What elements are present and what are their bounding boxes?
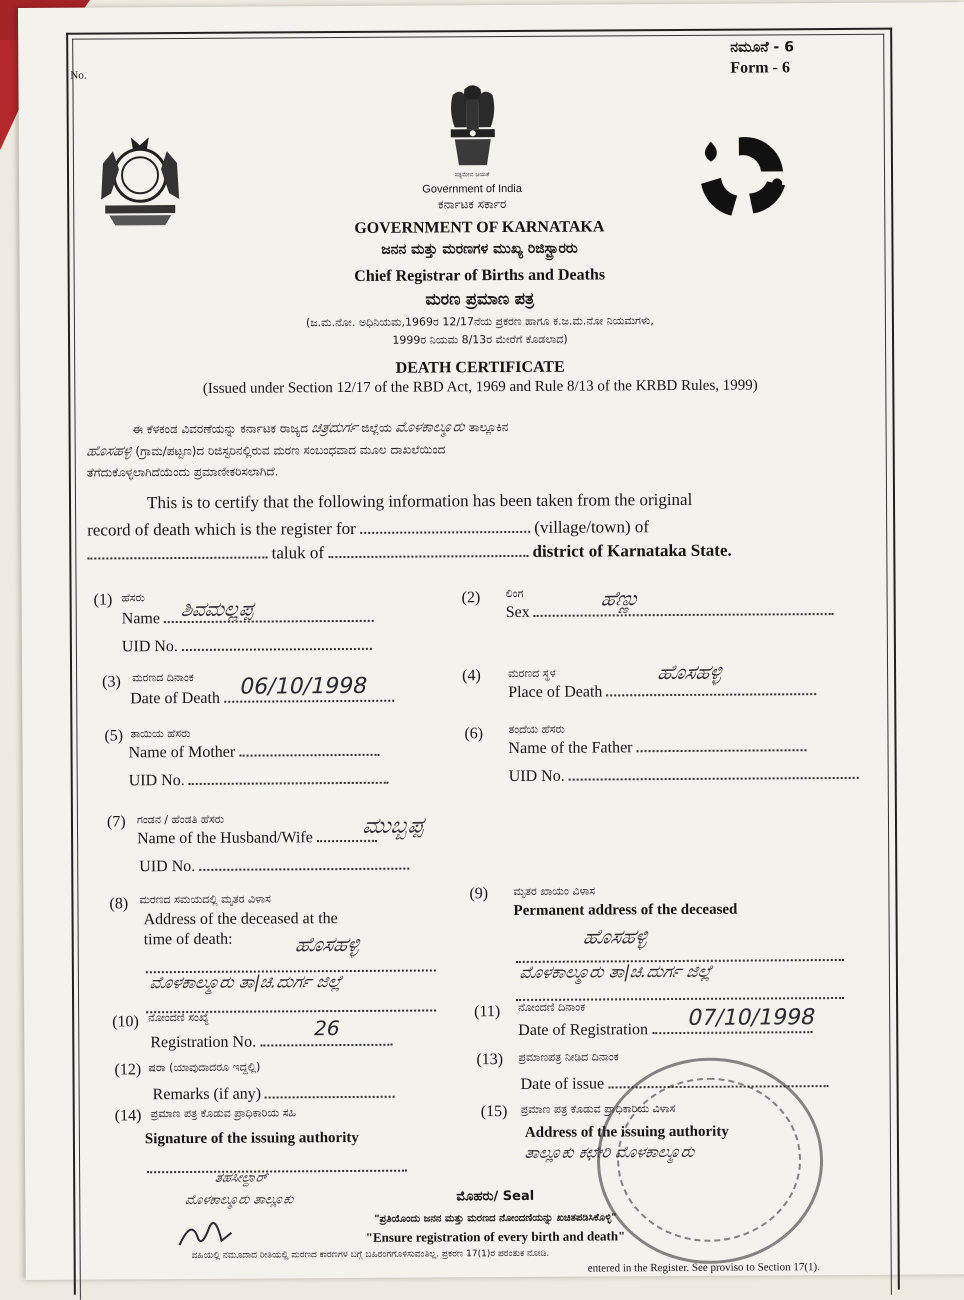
- field-8-label-kn: ಮರಣದ ಸಮಯದಲ್ಲಿ ಮೃತರ ವಿಳಾಸ: [139, 892, 271, 907]
- satyameva-jayate: ಸತ್ಯಮೇವ ಜಯತೆ: [454, 171, 490, 179]
- issued-under-kn-line2: 1999ರ ನಿಯಮ 8/13ರ ಮೇರೆಗೆ ಕೊಡಲಾದ): [392, 332, 568, 347]
- mother-name-line: [239, 740, 379, 757]
- field-3-label-kn: ಮರಣದ ದಿನಾಂಕ: [132, 670, 194, 685]
- certificate-title: DEATH CERTIFICATE: [395, 358, 565, 377]
- sex-line: [534, 599, 834, 617]
- certify-village-handwritten: ಹೊಸಹಳ್ಳಿ: [85, 443, 134, 460]
- serial-no-label: No.: [70, 69, 87, 82]
- remarks-line: [265, 1082, 395, 1099]
- karnataka-emblem-icon: [95, 133, 186, 229]
- field-5-row: [128, 740, 379, 763]
- field-7-uid-row: [139, 854, 409, 877]
- certify-en-text-a: record of death which is the register for: [87, 518, 356, 540]
- field-5-uid-line: [189, 768, 389, 785]
- address-line-1: [146, 955, 436, 973]
- field-4-number: (4): [462, 667, 481, 685]
- registration-date-handwritten: 07/10/1998: [685, 1005, 818, 1031]
- field-15-label: Address of the issuing authority: [524, 1123, 729, 1141]
- ensure-registration-en: "Ensure registration of every birth and death": [365, 1228, 626, 1245]
- certify-kn-text-a: ಈ ಕೆಳಕಂಡ ವಿವರಣೆಯನ್ನು ಕರ್ನಾಟಕ ರಾಜ್ಯದ: [132, 421, 308, 437]
- field-6-row: [508, 735, 806, 758]
- form-number-kn: ನಮೂನೆ - 6: [730, 39, 794, 56]
- place-of-death-handwritten: ಹೊಸಹಳ್ಳಿ: [655, 659, 725, 685]
- seal-label: ಮೊಹರು/ Seal: [456, 1188, 535, 1205]
- field-4-label: Place of Death: [508, 683, 603, 702]
- field-11-label-kn: ನೋಂದಣಿ ದಿನಾಂಕ: [518, 1000, 586, 1014]
- certify-kn-text-c: ತಾಲ್ಲೂಕಿನ: [468, 420, 509, 435]
- chief-registrar-en: Chief Registrar of Births and Deaths: [354, 266, 606, 285]
- field-3-number: (3): [102, 673, 121, 691]
- certify-taluk-handwritten: ಮೊಳಕಾಲ್ಮೂರು: [394, 419, 467, 436]
- field-14-number: (14): [114, 1107, 142, 1125]
- field-7-label: Name of the Husband/Wife: [137, 829, 313, 848]
- field-6-uid-label: UID No.: [508, 767, 565, 786]
- government-title: GOVERNMENT OF KARNATAKA: [354, 218, 605, 237]
- permanent-address-line-1: [516, 945, 844, 963]
- certify-district-handwritten: ಚಿತ್ರದುರ್ಗ: [310, 419, 360, 437]
- field-7-label-kn: ಗಂಡನ / ಹೆಂಡತಿ ಹೆಸರು: [136, 812, 225, 827]
- issuing-authority-sign-line1: ತಹಸೀಲ್ದಾರ್: [213, 1170, 269, 1186]
- field-1-label-kn: ಹೆಸರು: [121, 591, 145, 605]
- field-14-label: Signature of the issuing authority: [144, 1129, 359, 1148]
- field-7-row: [137, 826, 377, 848]
- field-5-uid-row: [129, 768, 389, 791]
- field-6-number: (6): [464, 725, 484, 743]
- field-2-number: (2): [461, 589, 481, 607]
- field-6-label-kn: ತಂದೆಯ ಹೆಸರು: [508, 722, 565, 737]
- field-8-number: (8): [109, 895, 129, 913]
- certify-en-text-c: taluk of: [271, 543, 325, 563]
- field-2-label-kn: ಲಿಂಗ: [505, 586, 524, 601]
- field-7-number: (7): [106, 813, 126, 831]
- sex-handwritten: ಹೆಣ್ಣು: [599, 586, 643, 611]
- field-15-number: (15): [480, 1103, 508, 1121]
- date-of-death-handwritten: 06/10/1998: [237, 673, 370, 700]
- permanent-address-line2-handwritten: ಮೊಳಕಾಲ್ಮೂರು ತಾ|ಚಿ.ದುರ್ಗ ಜಿಲ್ಲೆ: [517, 961, 714, 983]
- field-5-label-kn: ತಾಯಿಯ ಹೆಸರು: [130, 726, 191, 741]
- certify-en-line1: This is to certify that the following information has been taken from the original: [146, 489, 693, 513]
- issuing-authority-address-handwritten: ತಾಲ್ಲೂಕು ಕಛೇರಿ ಮೊಳಕಾಲ್ಮೂರು: [523, 1141, 697, 1162]
- field-10-label-kn: ನೋಂದಣಿ ಸಂಖ್ಯೆ: [148, 1010, 209, 1025]
- field-12-number: (12): [114, 1061, 142, 1079]
- field-12-label-kn: ಷರಾ (ಯಾವುದಾದರೂ ಇದ್ದಲ್ಲಿ): [148, 1060, 261, 1075]
- issued-under-kn-line1: (ಜ.ಮ.ನೋ. ಅಧಿನಿಯಮ,1969ರ 12/17ನೆಯ ಪ್ರಕರಣ ಹಾಗೂ ಕ.ಜ.ಮ.ನೋ ನಿಯಮಗಳು,: [305, 314, 654, 330]
- field-9-label: Permanent address of the deceased: [513, 901, 738, 919]
- taluk-blank: [87, 542, 267, 559]
- note-en: entered in the Register. See proviso to Section 17(1).: [587, 1261, 820, 1275]
- field-6-uid-row: [509, 763, 859, 786]
- field-8-label-line2: time of death:: [143, 930, 233, 949]
- field-13-number: (13): [476, 1051, 504, 1069]
- field-6-uid-line: [569, 763, 859, 781]
- district-blank: [328, 541, 528, 558]
- address-death-line2-handwritten: ಮೊಳಕಾಲ್ಮೂರು ತಾ|ಚಿ.ದುರ್ಗ ಜಿಲ್ಲೆ: [147, 972, 344, 994]
- field-10-label: Registration No.: [150, 1033, 257, 1052]
- issuing-authority-sign-line2: ಮೊಳಕಾಲ್ಮೂರು ತಾಲ್ಲೂಕು: [183, 1192, 295, 1209]
- field-11-label: Date of Registration: [518, 1021, 649, 1039]
- chief-registrar-kn: ಜನನ ಮತ್ತು ಮರಣಗಳ ಮುಖ್ಯ ರಿಜಿಸ್ಟ್ರಾರರು: [381, 240, 578, 258]
- permanent-address-line1-handwritten: ಹೊಸಹಳ್ಳಿ: [581, 924, 651, 949]
- certify-kn-text-b: ಜಿಲ್ಲೆಯ: [361, 420, 392, 435]
- field-9-number: (9): [469, 885, 489, 903]
- field-5-uid-label: UID No.: [128, 771, 185, 790]
- field-14-label-kn: ಪ್ರಮಾಣ ಪತ್ರ ಕೊಡುವ ಪ್ರಾಧಿಕಾರಿಯ ಸಹಿ: [150, 1106, 297, 1121]
- field-10-number: (10): [112, 1013, 139, 1031]
- field-1-uid-label: UID No.: [121, 638, 178, 656]
- field-1-number: (1): [93, 591, 113, 609]
- father-name-line: [636, 735, 806, 752]
- address-death-line1-handwritten: ಹೊಸಹಳ್ಳಿ: [293, 931, 363, 957]
- field-6-label: Name of the Father: [508, 739, 633, 758]
- field-5-label: Name of Mother: [128, 743, 236, 762]
- form-number-en: Form - 6: [730, 59, 790, 77]
- field-10-row: [150, 1030, 392, 1052]
- field-1-uid-line: [182, 634, 372, 651]
- certify-en-text-d: district of Karnataka State.: [532, 540, 732, 561]
- signature-line: [147, 1156, 407, 1174]
- field-7-uid-label: UID No.: [139, 857, 196, 876]
- permanent-address-line-2: [516, 983, 844, 1001]
- field-3-label: Date of Death: [130, 689, 221, 708]
- certify-en-text-b: (village/town) of: [534, 517, 650, 537]
- death-certificate-page: [18, 2, 964, 1280]
- spouse-name-handwritten: ಮುಬ್ಬಪ್ಪ: [360, 813, 427, 839]
- ensure-registration-kn: "ಪ್ರತಿಯೊಂದು ಜನನ ಮತ್ತು ಮರಣದ ನೋಂದಣಿಯನ್ನು ಖಚಿತಪಡಿಸಿಕೊಳ್ಳಿ": [374, 1212, 617, 1225]
- field-15-label-kn: ಪ್ರಮಾಣ ಪತ್ರ ಕೊಡುವ ಪ್ರಾಧಿಕಾರಿಯ ವಿಳಾಸ: [520, 1102, 676, 1116]
- certify-kn-text-d: (ಗ್ರಾಮ/ಪಟ್ಟಣ)ದ ರಿಜಿಸ್ಟರಿನಲ್ಲಿರುವ ಮರಣ ಸಂಬಂಧವಾದ ಮೂಲ ದಾಖಲೆಯಿಂದ: [135, 442, 446, 459]
- field-8-label-line1: Address of the deceased at the: [143, 910, 338, 929]
- signature-scribble-icon: [175, 1213, 235, 1253]
- field-13-label: Date of issue: [520, 1075, 605, 1093]
- registration-no-handwritten: 26: [311, 1016, 343, 1041]
- field-5-number: (5): [104, 727, 124, 745]
- department-logo-icon: [697, 131, 794, 218]
- field-9-label-kn: ಮೃತರ ಖಾಯಂ ವಿಳಾಸ: [513, 884, 596, 898]
- certify-kn-line3: ತೆಗೆದುಕೊಳ್ಳಲಾಗಿದೆಯೆಂದು ಪ್ರಮಾಣೀಕರಿಸಲಾಗಿದೆ.: [86, 464, 279, 480]
- field-1-label: Name: [121, 610, 160, 628]
- field-11-number: (11): [474, 1003, 501, 1021]
- field-4-label-kn: ಮರಣದ ಸ್ಥಳ: [508, 666, 556, 681]
- national-emblem-icon: [442, 81, 503, 173]
- field-12-label: Remarks (if any): [152, 1085, 262, 1104]
- village-blank: [360, 517, 530, 534]
- field-1-uid-row: [122, 634, 372, 657]
- certificate-title-kn: ಮರಣ ಪ್ರಮಾಣ ಪತ್ರ: [425, 288, 535, 309]
- field-2-row: [506, 599, 834, 622]
- issued-under-en: (Issued under Section 12/17 of the RBD Act, 1969 and Rule 8/13 of the KRBD Rules, 1999): [202, 377, 758, 397]
- field-13-label-kn: ಪ್ರಮಾಣಪತ್ರ ನೀಡಿದ ದಿನಾಂಕ: [518, 1050, 619, 1064]
- field-7-uid-line: [199, 854, 409, 871]
- note-kn: ವಹಿಯಲ್ಲಿ ನಮೂದಾದ ರೀತಿಯಲ್ಲಿ ಮರಣದ ಕಾರಣಗಳ ಬಗ್ಗೆ ಬಹಿರಂಗಗೊಳಿಸುವಂತಿಲ್ಲ. ಪ್ರಕರಣ 17(1)ರ ಪರಂತುಕ ನೋಡಿ.: [191, 1248, 550, 1261]
- government-of-karnataka-kn: ಕರ್ನಾಟಕ ಸರ್ಕಾರ: [438, 197, 507, 212]
- government-of-india-label: Government of India: [422, 182, 522, 196]
- deceased-name-handwritten: ಶಿವಮಲ್ಲಪ್ಪ: [179, 596, 257, 622]
- field-2-label: Sex: [505, 603, 530, 622]
- field-12-row: [153, 1082, 396, 1104]
